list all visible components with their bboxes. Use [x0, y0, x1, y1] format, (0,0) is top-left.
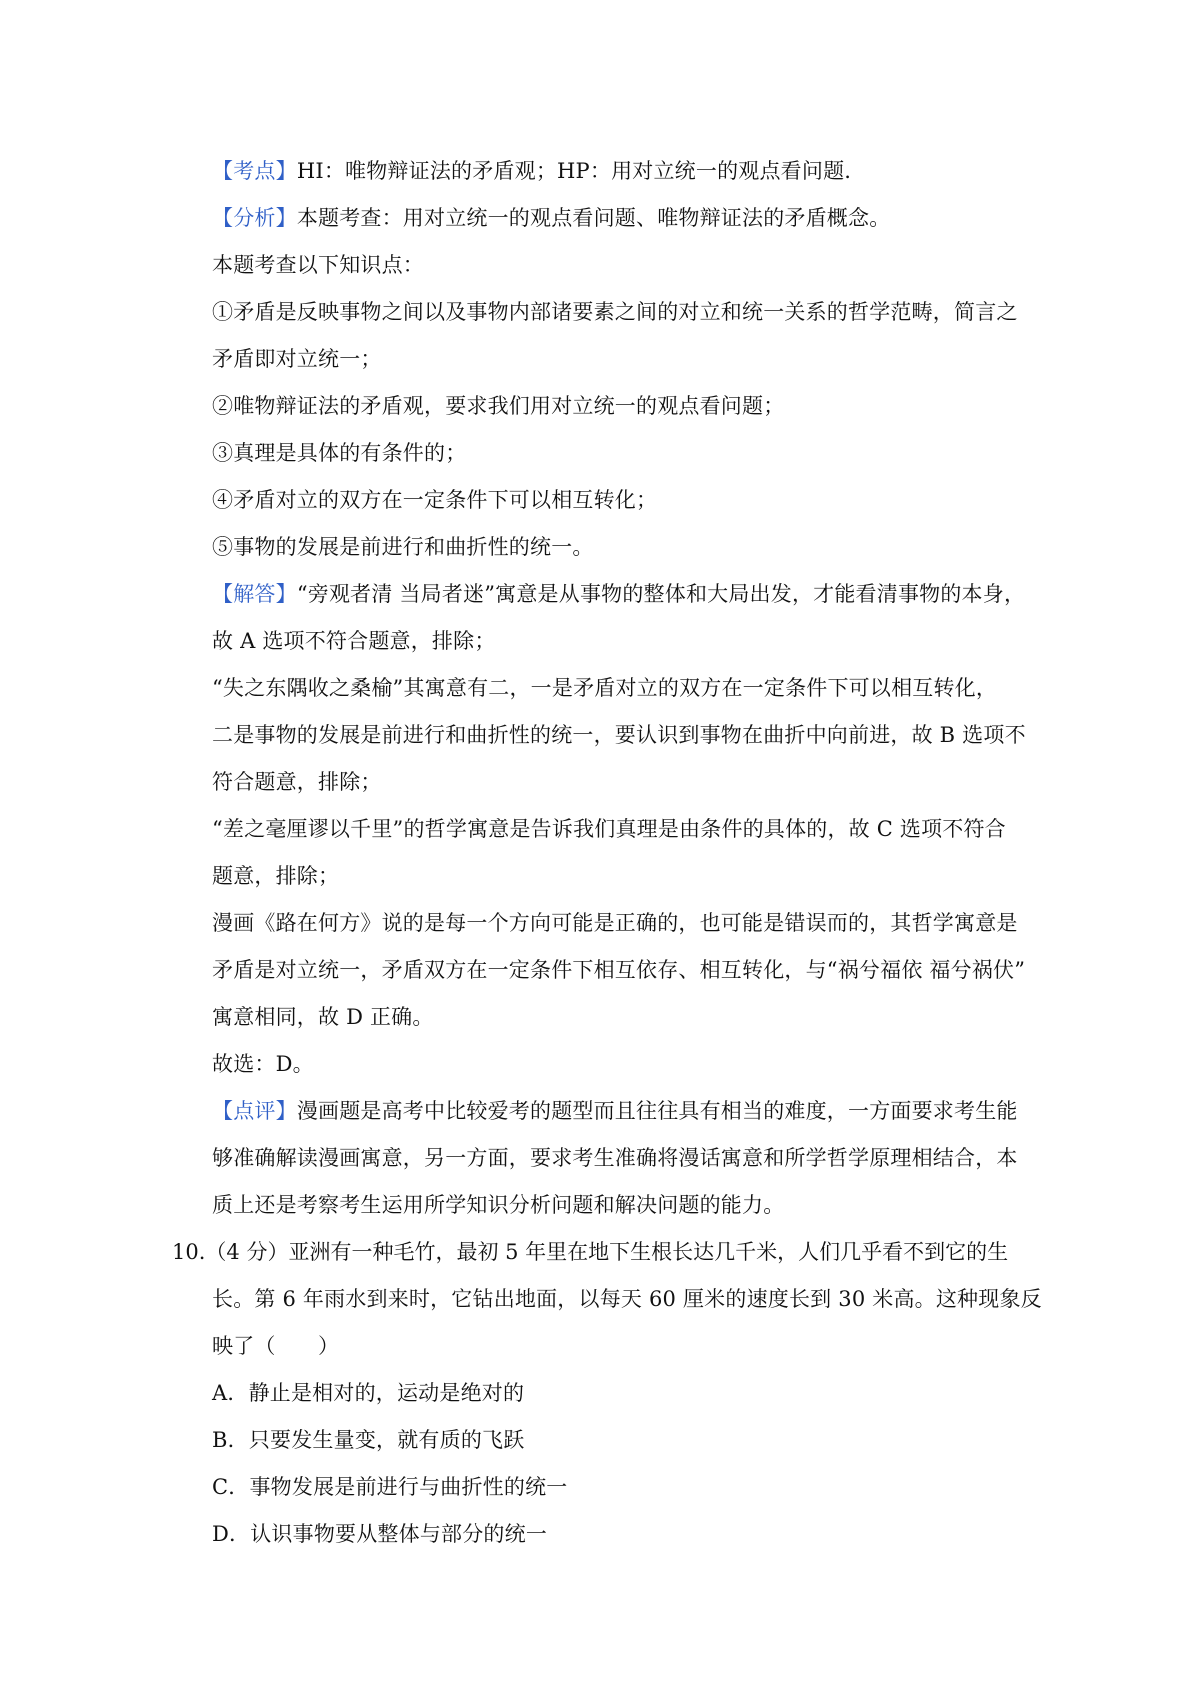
knowledge-line: ①矛盾是反映事物之间以及事物内部诸要素之间的对立和统一关系的哲学范畴，简言之 — [212, 300, 1018, 324]
question-number: 10. — [172, 1240, 206, 1264]
fenxi-text: 本题考查：用对立统一的观点看问题、唯物辩证法的矛盾概念。 — [296, 206, 891, 230]
option-a: A．静止是相对的，运动是绝对的 — [212, 1381, 525, 1405]
knowledge-line: ②唯物辩证法的矛盾观，要求我们用对立统一的观点看问题； — [212, 394, 785, 418]
dianping-tag: 【点评】 — [212, 1099, 297, 1123]
dianping-text-line: 质上还是考察考生运用所学知识分析问题和解决问题的能力。 — [212, 1193, 785, 1217]
jieda-text-line: 题意，排除； — [212, 864, 340, 888]
question-first-line: （4 分）亚洲有一种毛竹，最初 5 年里在地下生根长达几千米，人们几乎看不到它的生 — [205, 1240, 1009, 1264]
jieda-text-line: “失之东隅收之桑榆”其寓意有二，一是矛盾对立的双方在一定条件下可以相互转化， — [212, 676, 998, 700]
jieda-text-line: 矛盾是对立统一，矛盾双方在一定条件下相互依存、相互转化，与“祸兮福依 福兮祸伏” — [212, 958, 1026, 982]
jieda-text-line: 故 A 选项不符合题意，排除； — [212, 629, 496, 653]
question-text-line: 长。第 6 年雨水到来时，它钻出地面，以每天 60 厘米的速度长到 30 米高。这种现象反 — [212, 1287, 1042, 1311]
option-b: B．只要发生量变，就有质的飞跃 — [212, 1428, 525, 1452]
jieda-answer-line: 故选：D。 — [212, 1052, 314, 1076]
dianping-first-line: 漫画题是高考中比较爱考的题型而且往往具有相当的难度，一方面要求考生能 — [296, 1099, 1018, 1123]
knowledge-line: ④矛盾对立的双方在一定条件下可以相互转化； — [212, 488, 658, 512]
question-text-line: 映了（ ） — [212, 1334, 340, 1358]
question-line — [172, 1237, 1008, 1267]
jieda-line — [212, 579, 1025, 609]
kaodian-text: HI：唯物辩证法的矛盾观；HP：用对立统一的观点看问题. — [296, 159, 852, 183]
jieda-text-line: 寓意相同，故 D 正确。 — [212, 1005, 434, 1029]
jieda-tag: 【解答】 — [212, 582, 297, 606]
knowledge-line: 矛盾即对立统一； — [212, 347, 382, 371]
knowledge-line: ③真理是具体的有条件的； — [212, 441, 467, 465]
jieda-text-line: “差之毫厘谬以千里”的哲学寓意是告诉我们真理是由条件的具体的，故 C 选项不符合 — [212, 817, 1006, 841]
dianping-line — [212, 1096, 1018, 1126]
dianping-text-line: 够准确解读漫画寓意，另一方面，要求考生准确将漫话寓意和所学哲学原理相结合，本 — [212, 1146, 1018, 1170]
kaodian-line — [212, 156, 851, 186]
jieda-text-line: 符合题意，排除； — [212, 770, 382, 794]
fenxi-tag: 【分析】 — [212, 206, 297, 230]
jieda-text-line: 漫画《路在何方》说的是每一个方向可能是正确的，也可能是错误而的，其哲学寓意是 — [212, 911, 1018, 935]
knowledge-intro: 本题考查以下知识点： — [212, 253, 424, 277]
jieda-text-line: 二是事物的发展是前进行和曲折性的统一，要认识到事物在曲折中向前进，故 B 选项不 — [212, 723, 1026, 747]
fenxi-line — [212, 203, 890, 233]
option-d: D．认识事物要从整体与部分的统一 — [212, 1522, 548, 1546]
jieda-first-line: “旁观者清 当局者迷”寓意是从事物的整体和大局出发，才能看清事物的本身， — [296, 582, 1026, 606]
kaodian-tag: 【考点】 — [212, 159, 297, 183]
knowledge-line: ⑤事物的发展是前进行和曲折性的统一。 — [212, 535, 594, 559]
option-c: C．事物发展是前进行与曲折性的统一 — [212, 1475, 568, 1499]
